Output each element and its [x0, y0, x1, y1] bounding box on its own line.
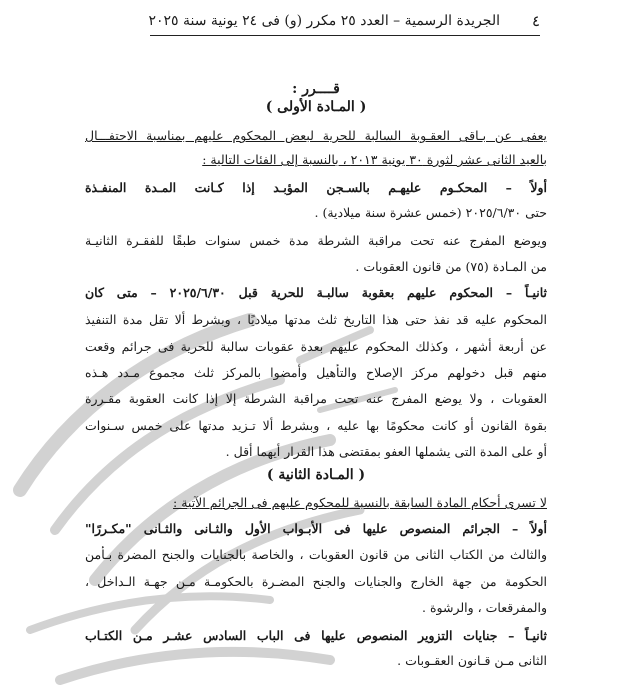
article-2-heading: ( المـادة الثانية ) — [266, 467, 366, 483]
body-line: بالعيد الثانى عشر لثورة ٣٠ يونية ٢٠١٣ ، بالنسبة إلى الفئات التالية : — [202, 152, 547, 167]
body-line: ويوضع المفرج عنه تحت مراقبة الشرطة مدة خمس سنوات طبقًا للفقـرة الثانيـة — [85, 233, 547, 248]
body-line: المحكوم عليه قد نفذ حتى هذا التاريخ ثلث مدتها ميلاديًا ، وبشرط ألا تقل مدة التنفيذ — [85, 312, 547, 327]
body-line: بقوة القانون أو كانت محكومًا بها عليه ، وبشرط ألا تـزيد مدتها على خمس سـنوات — [85, 418, 547, 433]
body-line: والمفرقعات ، والرشوة . — [422, 600, 547, 615]
body-line: لا تسرى أحكام المادة السابقة بالنسبة للمحكوم عليهم فى الجرائم الآتية : — [173, 495, 547, 510]
body-line: عن أربعة أشهر ، وكذلك المحكوم عليهم بعدة عقوبات سالبة للحرية فى جرائم وقعت — [85, 339, 547, 354]
page-number: ٤ — [531, 12, 540, 30]
body-line: حتى ٢٠٢٥/٦/٣٠ (خمس عشرة سنة ميلادية) . — [314, 205, 547, 220]
page-header — [150, 10, 540, 34]
body-line: الحكومة من جهة الخارج والجنايات والجنح المضـرة بالحكومـة مـن جهـة الـداخل ، — [85, 574, 547, 589]
body-line: والثالث من الكتاب الثانى من قانون العقوبات ، والخاصة بالجنايات والجنح المضرة بـأمن — [85, 547, 547, 562]
body-line: الثانى مـن قـانون العقـوبات . — [397, 653, 547, 668]
decision-title: قــــرر : — [292, 81, 340, 97]
body-line: من المـادة (٧٥) من قانون العقوبات . — [355, 259, 547, 274]
header-rule — [150, 35, 540, 36]
gazette-title: الجريدة الرسمية – العدد ٢٥ مكرر (و) فى ٢٤ يونية سنة ٢٠٢٥ — [148, 13, 500, 29]
body-line: العقوبات ، ولا يوضع المفرج عنه تحت مراقبة الشرطة إلا إذا كانت العقوبة مقـررة — [85, 391, 547, 406]
article-1-heading: ( المـادة الأولى ) — [265, 99, 367, 115]
body-line: ثانيـاً – جنايات التزوير المنصوص عليها فى الباب السادس عشـر مـن الكتـاب — [85, 628, 547, 643]
body-line: أو على المدة التى يشملها العفو بمقتضى هذا القرار أيهما أقل . — [225, 444, 547, 459]
body-line: أولاً – المحكـوم عليهـم بالسـجن المؤبـد إذا كـانت المـدة المنفـذة — [85, 180, 547, 195]
body-line: ثانيـاً – المحكوم عليهم بعقوبة سالبـة للحرية قبل ٢٠٢٥/٦/٣٠ – متى كان — [85, 285, 547, 300]
body-line: أولاً – الجرائم المنصوص عليها فى الأبـواب الأول والثـانى والثـانى "مكـررًا" — [85, 521, 547, 536]
body-line: يعفى عن بـاقى العقـوبة السالبة للحرية لبعض المحكوم عليهم بمناسبة الاحتفـــال — [85, 128, 547, 143]
body-line: منهم قبل دخولهم مركز الإصلاح والتأهيل وأمضوا بالمركز ثلث مجموع مـدد هـذه — [85, 365, 547, 380]
